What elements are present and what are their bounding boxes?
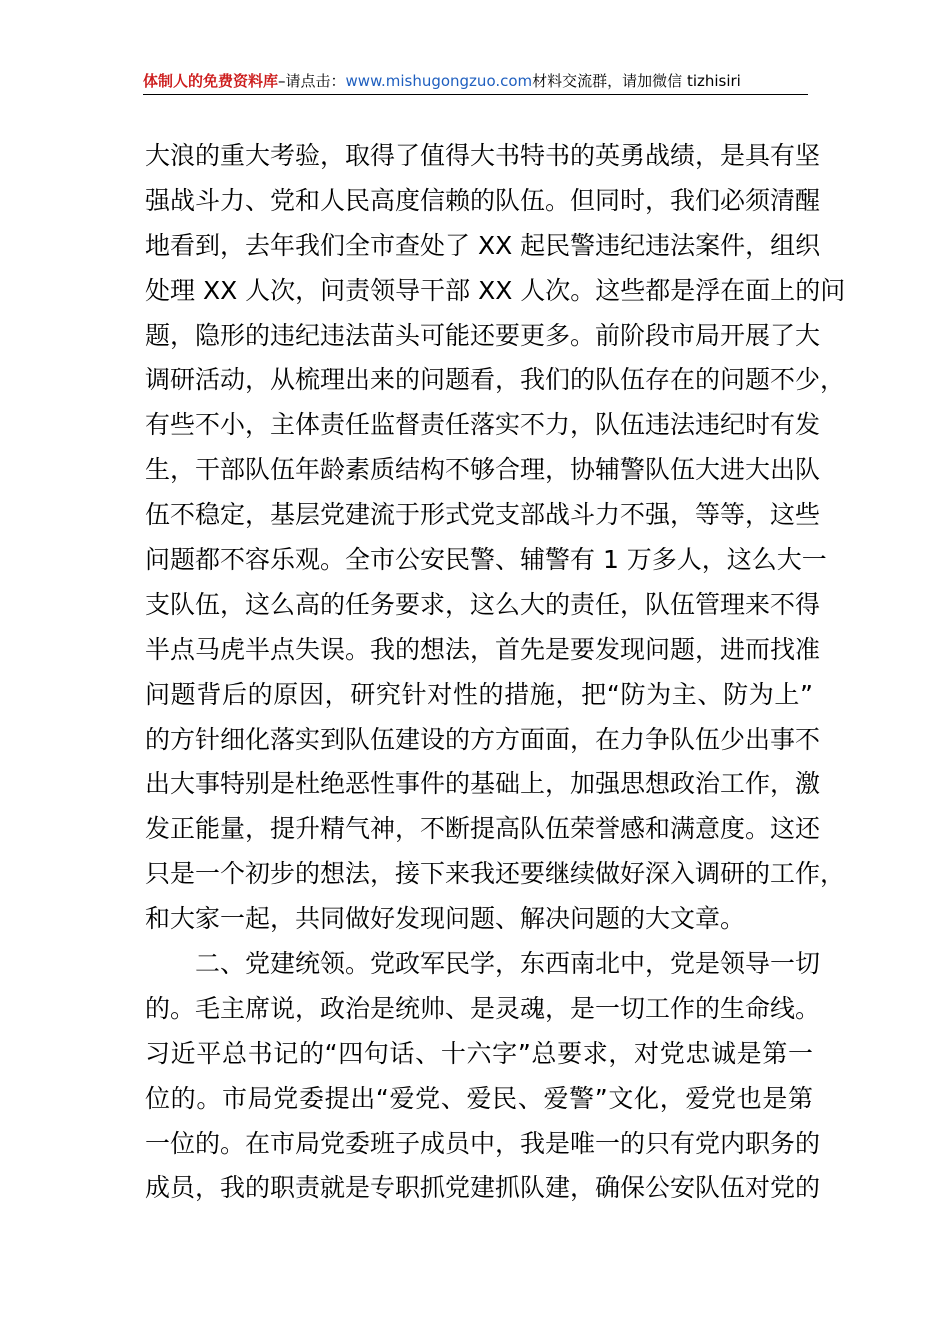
text-line: 强战斗力、党和人民高度信赖的队伍。但同时，我们必须清醒	[145, 185, 821, 215]
text-line: 大浪的重大考验，取得了值得大书特书的英勇战绩，是具有坚	[145, 141, 821, 170]
header-note: 材料交流群，请加微信 tizhisiri	[532, 72, 741, 90]
text-line: 问题背后的原因，研究针对性的措施，把“防为主、防为上”	[145, 679, 813, 709]
text-line: 成员，我的职责就是专职抓党建抓队建，确保公安队伍对党的	[145, 1173, 821, 1203]
paragraph	[145, 134, 846, 942]
text-line: 位的。市局党委提出“爱党、爱民、爱警”文化，爱党也是第	[145, 1083, 813, 1113]
text-line: 地看到，去年我们全市查处了 XX 起民警违纪违法案件，组织	[145, 230, 821, 260]
text-line: 半点马虎半点失误。我的想法，首先是要发现问题，进而找准	[145, 634, 821, 664]
header-brand: 体制人的免费资料库	[143, 72, 279, 90]
text-line: 生，干部队伍年龄素质结构不够合理，协辅警队伍大进大出队	[145, 455, 821, 485]
paragraph	[145, 942, 821, 1211]
header-link[interactable]: www.mishugongzuo.com	[345, 72, 533, 90]
text-line: 的。毛主席说，政治是统帅、是灵魂，是一切工作的生命线。	[145, 993, 821, 1023]
text-line: 题，隐形的违纪违法苗头可能还要更多。前阶段市局开展了大	[145, 320, 821, 350]
header-prompt: –请点击：	[278, 72, 346, 90]
text-line: 二、党建统领。党政军民学，东西南北中，党是领导一切	[195, 949, 821, 979]
document-body	[145, 134, 846, 1211]
text-line: 有些不小，主体责任监督责任落实不力，队伍违法违纪时有发	[145, 410, 821, 440]
text-line: 调研活动，从梳理出来的问题看，我们的队伍存在的问题不少，	[145, 365, 846, 395]
page-header	[143, 70, 808, 95]
text-line: 的方针细化落实到队伍建设的方方面面，在力争队伍少出事不	[145, 724, 821, 754]
text-line: 问题都不容乐观。全市公安民警、辅警有 1 万多人，这么大一	[145, 545, 827, 575]
text-line: 处理 XX 人次，问责领导干部 XX 人次。这些都是浮在面上的问	[145, 275, 846, 305]
text-line: 出大事特别是杜绝恶性事件的基础上，加强思想政治工作，激	[145, 769, 821, 799]
text-line: 只是一个初步的想法，接下来我还要继续做好深入调研的工作，	[145, 859, 846, 889]
text-line: 一位的。在市局党委班子成员中，我是唯一的只有党内职务的	[145, 1128, 821, 1158]
text-line: 和大家一起，共同做好发现问题、解决问题的大文章。	[145, 904, 746, 934]
text-line: 伍不稳定，基层党建流于形式党支部战斗力不强，等等，这些	[145, 500, 821, 530]
text-line: 发正能量，提升精气神，不断提高队伍荣誉感和满意度。这还	[145, 814, 821, 844]
text-line: 支队伍，这么高的任务要求，这么大的责任，队伍管理来不得	[145, 589, 821, 619]
text-line: 习近平总书记的“四句话、十六字”总要求，对党忠诚是第一	[145, 1038, 813, 1068]
